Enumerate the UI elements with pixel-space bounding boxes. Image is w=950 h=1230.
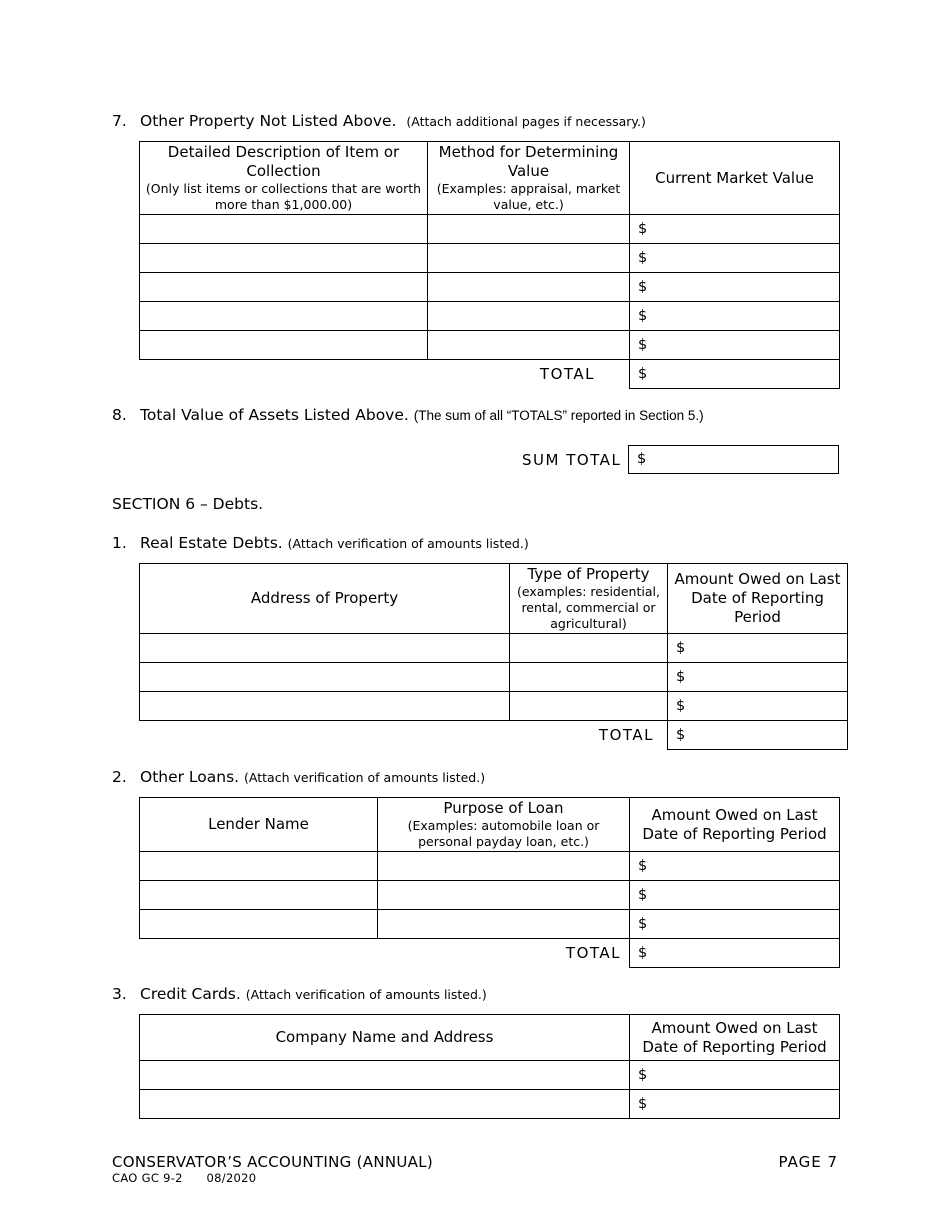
section-6-title: SECTION 6 – Debts. — [112, 495, 264, 513]
table-row — [140, 302, 840, 331]
market-value-input[interactable] — [630, 244, 840, 273]
market-value-input[interactable] — [630, 215, 840, 244]
description-input[interactable] — [140, 273, 428, 302]
section-7-number: 7. — [112, 112, 127, 130]
dollar-sign: $ — [676, 640, 686, 656]
description-input[interactable] — [140, 302, 428, 331]
dollar-sign: $ — [638, 1067, 648, 1083]
dollar-sign: $ — [638, 887, 648, 903]
form-date: 08/2020 — [206, 1171, 257, 1185]
company-input[interactable] — [140, 1061, 630, 1090]
dollar-sign: $ — [637, 451, 647, 467]
table-row — [140, 1061, 840, 1090]
market-value-input[interactable] — [630, 331, 840, 360]
dollar-sign: $ — [638, 366, 648, 382]
table-header-row — [140, 142, 840, 215]
amount-owed-input[interactable] — [630, 1090, 840, 1119]
table-row — [140, 273, 840, 302]
real-estate-debts-note: (Attach verification of amounts listed.) — [287, 536, 529, 551]
lender-input[interactable] — [140, 910, 378, 939]
real-estate-debts-number: 1. — [112, 534, 127, 552]
property-type-input[interactable] — [510, 692, 668, 721]
credit-cards-table — [139, 1014, 840, 1119]
table-row — [140, 244, 840, 273]
table-row — [140, 634, 848, 663]
address-input[interactable] — [140, 663, 510, 692]
dollar-sign: $ — [638, 1096, 648, 1112]
dollar-sign: $ — [638, 916, 648, 932]
column-header-market-value: Current Market Value — [630, 142, 840, 215]
total-label: TOTAL — [539, 365, 595, 384]
section-8-note: (The sum of all “TOTALS” reported in Section 5.) — [413, 408, 704, 423]
method-input[interactable] — [428, 331, 630, 360]
amount-owed-input[interactable] — [668, 663, 848, 692]
section-8-title: Total Value of Assets Listed Above. — [140, 406, 409, 424]
table-header-row — [140, 1015, 840, 1061]
table-header-row — [140, 564, 848, 634]
property-type-input[interactable] — [510, 663, 668, 692]
footer-form-title: CONSERVATOR’S ACCOUNTING (ANNUAL) — [112, 1153, 434, 1171]
credit-cards-number: 3. — [112, 985, 127, 1003]
property-type-input[interactable] — [510, 634, 668, 663]
dollar-sign: $ — [638, 308, 648, 324]
method-input[interactable] — [428, 302, 630, 331]
other-loans-title: Other Loans. — [140, 768, 240, 786]
column-header-description: Detailed Description of Item or Collection (Only list items or collections that are worth more than $1,000.00) — [140, 142, 428, 215]
column-header-amount-owed: Amount Owed on Last Date of Reporting Period — [630, 1015, 840, 1061]
section-7-title: Other Property Not Listed Above. — [140, 112, 397, 130]
real-estate-debts-title: Real Estate Debts. — [140, 534, 283, 552]
purpose-input[interactable] — [378, 881, 630, 910]
total-label: TOTAL — [565, 944, 621, 963]
dollar-sign: $ — [638, 279, 648, 295]
column-header-amount-owed: Amount Owed on Last Date of Reporting Period — [630, 798, 840, 852]
market-value-input[interactable] — [630, 273, 840, 302]
method-input[interactable] — [428, 215, 630, 244]
column-header-method: Method for Determining Value (Examples: appraisal, market value, etc.) — [428, 142, 630, 215]
table-row — [140, 331, 840, 360]
sum-total-input[interactable] — [628, 445, 839, 474]
table-header-row — [140, 798, 840, 852]
total-amount-input[interactable] — [668, 721, 848, 750]
form-code: CAO GC 9-2 — [112, 1171, 183, 1185]
description-input[interactable] — [140, 215, 428, 244]
table-row — [140, 663, 848, 692]
other-loans-heading — [112, 768, 485, 786]
amount-owed-input[interactable] — [630, 852, 840, 881]
section-7-heading — [112, 112, 646, 130]
column-header-lender: Lender Name — [140, 798, 378, 852]
method-input[interactable] — [428, 244, 630, 273]
amount-owed-input[interactable] — [668, 634, 848, 663]
other-loans-table — [139, 797, 840, 968]
purpose-input[interactable] — [378, 910, 630, 939]
amount-owed-input[interactable] — [630, 910, 840, 939]
address-input[interactable] — [140, 692, 510, 721]
total-amount-input[interactable] — [630, 939, 840, 968]
page-number: PAGE 7 — [778, 1153, 838, 1171]
other-loans-note: (Attach verification of amounts listed.) — [244, 770, 486, 785]
dollar-sign: $ — [638, 945, 648, 961]
amount-owed-input[interactable] — [630, 1061, 840, 1090]
section-8-heading — [112, 406, 704, 424]
description-input[interactable] — [140, 244, 428, 273]
credit-cards-title: Credit Cards. — [140, 985, 241, 1003]
dollar-sign: $ — [638, 250, 648, 266]
total-row — [140, 721, 848, 750]
dollar-sign: $ — [638, 337, 648, 353]
amount-owed-input[interactable] — [668, 692, 848, 721]
dollar-sign: $ — [676, 669, 686, 685]
total-label: TOTAL — [598, 726, 654, 745]
table-row — [140, 692, 848, 721]
address-input[interactable] — [140, 634, 510, 663]
table-row — [140, 881, 840, 910]
dollar-sign: $ — [638, 221, 648, 237]
table-row — [140, 910, 840, 939]
dollar-sign: $ — [638, 858, 648, 874]
column-header-company: Company Name and Address — [140, 1015, 630, 1061]
other-loans-number: 2. — [112, 768, 127, 786]
purpose-input[interactable] — [378, 852, 630, 881]
description-input[interactable] — [140, 331, 428, 360]
table-row — [140, 852, 840, 881]
dollar-sign: $ — [676, 727, 686, 743]
total-row — [140, 360, 840, 389]
method-input[interactable] — [428, 273, 630, 302]
column-header-amount-owed: Amount Owed on Last Date of Reporting Period — [668, 564, 848, 634]
lender-input[interactable] — [140, 852, 378, 881]
footer-form-code — [112, 1171, 256, 1185]
company-input[interactable] — [140, 1090, 630, 1119]
section-8-number: 8. — [112, 406, 127, 424]
credit-cards-heading — [112, 985, 487, 1003]
lender-input[interactable] — [140, 881, 378, 910]
total-value-input[interactable] — [630, 360, 840, 389]
column-header-property-type: Type of Property (examples: residential, rental, commercial or agricultural) — [510, 564, 668, 634]
other-property-table — [139, 141, 840, 389]
section-7-note: (Attach additional pages if necessary.) — [406, 114, 646, 129]
table-row — [140, 1090, 840, 1119]
amount-owed-input[interactable] — [630, 881, 840, 910]
column-header-address: Address of Property — [140, 564, 510, 634]
market-value-input[interactable] — [630, 302, 840, 331]
real-estate-debts-heading — [112, 534, 529, 552]
credit-cards-note: (Attach verification of amounts listed.) — [245, 987, 487, 1002]
dollar-sign: $ — [676, 698, 686, 714]
total-row — [140, 939, 840, 968]
column-header-purpose: Purpose of Loan (Examples: automobile loan or personal payday loan, etc.) — [378, 798, 630, 852]
table-row — [140, 215, 840, 244]
sum-total-label: SUM TOTAL — [522, 451, 622, 469]
real-estate-debts-table — [139, 563, 848, 750]
